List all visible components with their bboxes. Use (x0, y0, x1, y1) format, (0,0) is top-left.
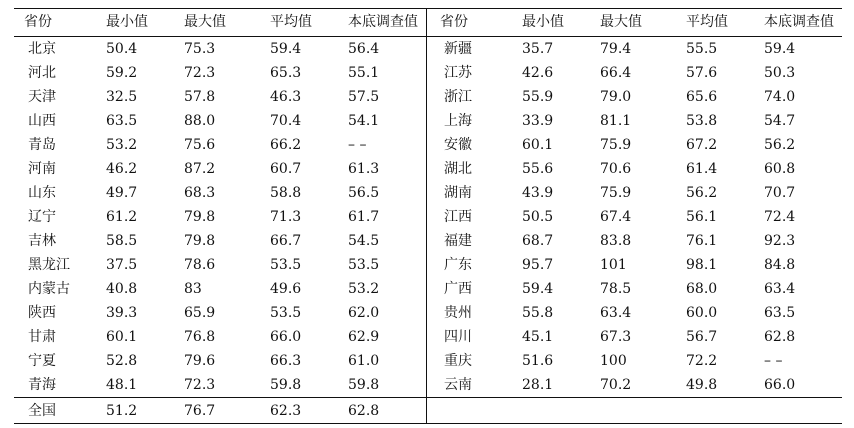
cell-mean: 56.7 (686, 329, 718, 345)
table-row (14, 301, 842, 325)
cell-province: 黑龙江 (28, 257, 70, 273)
cell-baseline: – – (764, 353, 783, 369)
cell-baseline: 56.5 (348, 181, 426, 205)
cell-province: 山东 (28, 185, 56, 201)
cell-min: 68.7 (522, 233, 554, 249)
cell-baseline: 62.0 (348, 301, 426, 325)
cell-province: 湖北 (444, 161, 472, 177)
table-row (14, 157, 842, 181)
cell-max: 100 (600, 353, 627, 369)
cell-baseline: 63.5 (764, 305, 796, 321)
cell-min: 50.4 (106, 41, 138, 57)
cell-mean: 60.0 (686, 305, 718, 321)
header-min: 最小值 (106, 9, 184, 37)
total-cell-min: 51.2 (106, 398, 184, 424)
cell-mean: 67.2 (686, 137, 718, 153)
cell-mean: 59.8 (270, 373, 348, 398)
total-cell-baseline: 62.8 (348, 398, 426, 424)
cell-mean: 71.3 (270, 209, 302, 225)
cell-province: 河北 (28, 65, 56, 81)
total-cell-province: 全国 (14, 398, 106, 424)
header-max: 最大值 (184, 9, 270, 37)
cell-mean: 72.2 (686, 353, 718, 369)
cell-province: 内蒙古 (28, 281, 70, 297)
table-row (14, 61, 842, 85)
table-row (14, 253, 842, 277)
cell-baseline: 56.4 (348, 37, 426, 62)
table-row (14, 277, 842, 301)
cell-mean: 56.1 (686, 209, 718, 225)
cell-province: 广东 (444, 257, 472, 273)
cell-province: 吉林 (28, 233, 56, 249)
cell-max: 78.6 (184, 257, 216, 273)
cell-max: 70.6 (600, 161, 632, 177)
cell-min: 61.2 (106, 209, 138, 225)
cell-baseline: 66.0 (764, 373, 842, 398)
cell-max: 65.9 (184, 305, 216, 321)
cell-mean: 59.4 (270, 41, 302, 57)
cell-baseline: 50.3 (764, 65, 796, 81)
cell-min: 59.4 (522, 281, 554, 297)
cell-province: 安徽 (444, 137, 472, 153)
empty-cell (686, 398, 764, 424)
cell-max: 68.3 (184, 185, 216, 201)
cell-province: 江苏 (444, 65, 472, 81)
cell-province: 重庆 (444, 353, 472, 369)
cell-min: 53.2 (106, 137, 138, 153)
cell-province: 河南 (28, 161, 56, 177)
cell-baseline: 92.3 (764, 233, 796, 249)
cell-mean: 65.3 (270, 65, 302, 81)
cell-min: 59.2 (106, 65, 138, 81)
cell-province: 浙江 (444, 89, 472, 105)
table-row (14, 133, 842, 157)
cell-mean: 66.0 (270, 329, 302, 345)
cell-min: 55.9 (522, 89, 554, 105)
cell-province: 江西 (444, 209, 472, 225)
cell-min: 55.6 (522, 161, 554, 177)
cell-province: 上海 (444, 113, 472, 129)
cell-max: 67.3 (600, 329, 632, 345)
header-baseline: 本底调查值 (764, 9, 842, 37)
data-table (14, 8, 842, 424)
cell-baseline: 59.4 (764, 41, 796, 57)
empty-cell (522, 398, 600, 424)
cell-province: 青岛 (28, 137, 56, 153)
header-min: 最小值 (522, 9, 600, 37)
empty-cell (764, 398, 842, 424)
cell-mean: 56.2 (686, 185, 718, 201)
cell-max: 75.6 (184, 137, 216, 153)
cell-mean: 49.6 (270, 281, 302, 297)
cell-min: 55.8 (522, 305, 554, 321)
cell-min: 51.6 (522, 353, 554, 369)
cell-mean: 57.6 (686, 65, 718, 81)
cell-province: 北京 (28, 41, 56, 57)
cell-baseline: 54.1 (348, 109, 426, 133)
cell-baseline: 70.7 (764, 185, 796, 201)
cell-max: 63.4 (600, 305, 632, 321)
cell-min: 60.1 (106, 329, 138, 345)
cell-max: 72.3 (184, 373, 270, 398)
header-mean: 平均值 (686, 9, 764, 37)
cell-min: 32.5 (106, 89, 138, 105)
cell-mean: 46.3 (270, 89, 302, 105)
cell-max: 79.8 (184, 233, 216, 249)
cell-max: 75.9 (600, 137, 632, 153)
table-row (14, 325, 842, 349)
cell-min: 63.5 (106, 113, 138, 129)
table-row (14, 373, 842, 398)
cell-min: 45.1 (522, 329, 554, 345)
cell-max: 88.0 (184, 113, 216, 129)
cell-min: 39.3 (106, 305, 138, 321)
cell-mean: 53.5 (270, 257, 302, 273)
cell-max: 78.5 (600, 281, 632, 297)
cell-mean: 76.1 (686, 233, 718, 249)
cell-province: 宁夏 (28, 353, 56, 369)
cell-max: 72.3 (184, 65, 216, 81)
header-max: 最大值 (600, 9, 686, 37)
cell-province: 山西 (28, 113, 56, 129)
cell-province: 福建 (444, 233, 472, 249)
cell-mean: 49.8 (686, 373, 764, 398)
cell-baseline: 54.5 (348, 229, 426, 253)
cell-max: 83 (184, 281, 202, 297)
cell-baseline: 60.8 (764, 161, 796, 177)
cell-max: 81.1 (600, 113, 632, 129)
cell-province: 青海 (14, 373, 106, 398)
cell-max: 101 (600, 257, 627, 273)
cell-baseline: 61.0 (348, 349, 426, 373)
cell-max: 79.0 (600, 89, 632, 105)
total-row (14, 398, 842, 424)
cell-baseline: 53.2 (348, 277, 426, 301)
table-row (14, 109, 842, 133)
cell-max: 79.6 (184, 353, 216, 369)
empty-cell (600, 398, 686, 424)
table-row (14, 205, 842, 229)
table-row (14, 85, 842, 109)
cell-baseline: 54.7 (764, 113, 796, 129)
table-row (14, 349, 842, 373)
cell-baseline: 62.9 (348, 325, 426, 349)
cell-min: 40.8 (106, 281, 138, 297)
cell-baseline: 62.8 (764, 329, 796, 345)
cell-baseline: – – (348, 133, 426, 157)
cell-province: 湖南 (444, 185, 472, 201)
cell-baseline: 84.8 (764, 257, 796, 273)
cell-max: 70.2 (600, 373, 686, 398)
cell-max: 76.8 (184, 329, 216, 345)
cell-baseline: 53.5 (348, 253, 426, 277)
cell-province: 辽宁 (28, 209, 56, 225)
cell-baseline: 61.7 (348, 205, 426, 229)
cell-min: 58.5 (106, 233, 138, 249)
cell-min: 50.5 (522, 209, 554, 225)
cell-min: 48.1 (106, 373, 184, 398)
cell-min: 95.7 (522, 257, 554, 273)
empty-cell (430, 398, 522, 424)
cell-max: 75.9 (600, 185, 632, 201)
table-row (14, 37, 842, 62)
cell-min: 42.6 (522, 65, 554, 81)
cell-max: 66.4 (600, 65, 632, 81)
cell-baseline: 55.1 (348, 61, 426, 85)
cell-max: 83.8 (600, 233, 632, 249)
cell-min: 49.7 (106, 185, 138, 201)
cell-min: 46.2 (106, 161, 138, 177)
cell-min: 60.1 (522, 137, 554, 153)
cell-mean: 70.4 (270, 113, 302, 129)
cell-min: 28.1 (522, 373, 600, 398)
header-row (14, 9, 842, 37)
cell-mean: 58.8 (270, 185, 302, 201)
cell-province: 贵州 (444, 305, 472, 321)
cell-province: 天津 (28, 89, 56, 105)
cell-mean: 53.5 (270, 305, 302, 321)
total-cell-mean: 62.3 (270, 398, 348, 424)
table-row (14, 229, 842, 253)
header-province: 省份 (14, 9, 106, 37)
header-mean: 平均值 (270, 9, 348, 37)
cell-max: 67.4 (600, 209, 632, 225)
header-province: 省份 (430, 9, 522, 37)
header-baseline: 本底调查值 (348, 9, 426, 37)
cell-baseline: 72.4 (764, 209, 796, 225)
cell-baseline: 74.0 (764, 89, 796, 105)
cell-province: 四川 (444, 329, 472, 345)
cell-province: 新疆 (444, 41, 472, 57)
cell-min: 52.8 (106, 353, 138, 369)
cell-max: 57.8 (184, 89, 216, 105)
cell-mean: 65.6 (686, 89, 718, 105)
cell-baseline: 63.4 (764, 281, 796, 297)
total-cell-max: 76.7 (184, 398, 270, 424)
cell-mean: 98.1 (686, 257, 718, 273)
cell-mean: 66.3 (270, 353, 302, 369)
cell-mean: 60.7 (270, 161, 302, 177)
cell-mean: 61.4 (686, 161, 718, 177)
cell-max: 79.8 (184, 209, 216, 225)
cell-min: 33.9 (522, 113, 554, 129)
cell-baseline: 56.2 (764, 137, 796, 153)
cell-min: 43.9 (522, 185, 554, 201)
data-table-container (14, 8, 838, 424)
cell-max: 75.3 (184, 41, 216, 57)
cell-max: 79.4 (600, 41, 632, 57)
cell-mean: 66.7 (270, 233, 302, 249)
cell-min: 37.5 (106, 257, 138, 273)
cell-min: 35.7 (522, 41, 554, 57)
table-row (14, 181, 842, 205)
cell-mean: 68.0 (686, 281, 718, 297)
cell-mean: 55.5 (686, 41, 718, 57)
cell-province: 陕西 (28, 305, 56, 321)
cell-baseline: 59.8 (348, 373, 426, 398)
cell-mean: 66.2 (270, 137, 302, 153)
cell-max: 87.2 (184, 161, 216, 177)
cell-baseline: 57.5 (348, 85, 426, 109)
cell-province: 广西 (444, 281, 472, 297)
cell-province: 甘肃 (28, 329, 56, 345)
cell-province: 云南 (430, 373, 522, 398)
cell-baseline: 61.3 (348, 157, 426, 181)
cell-mean: 53.8 (686, 113, 718, 129)
